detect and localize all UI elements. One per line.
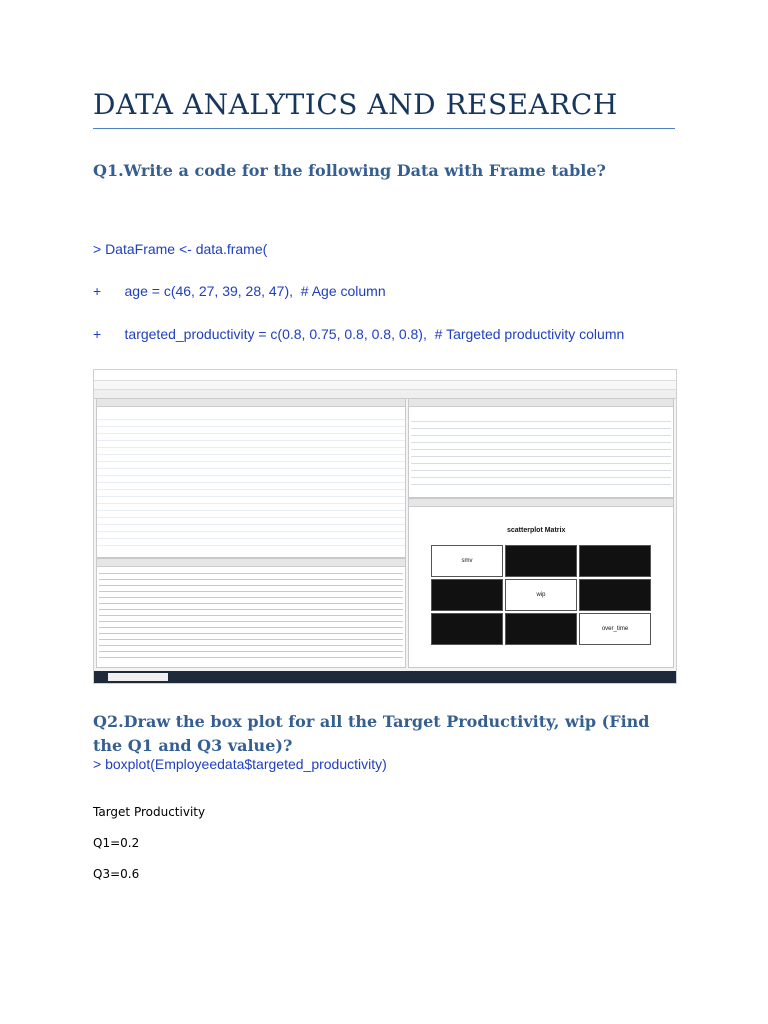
scatter-cell [579, 545, 651, 577]
scatter-cell [431, 613, 503, 645]
diag-label: over_time [579, 613, 651, 645]
plot-title: scatterplot Matrix [507, 527, 566, 534]
taskbar-search [108, 673, 168, 681]
scatter-cell [431, 579, 503, 611]
diag-label: wip [505, 579, 577, 611]
scatter-cell [505, 613, 577, 645]
diag-label: smv [431, 545, 503, 577]
menu-bar [94, 381, 676, 390]
plots-pane [408, 498, 674, 668]
q3-value: Q3=0.6 [93, 867, 140, 881]
target-productivity-label: Target Productivity [93, 805, 206, 819]
title-underline [93, 128, 675, 129]
environment-pane [408, 398, 674, 498]
code-line: + age = c(46, 27, 39, 28, 47), # Age column [93, 283, 386, 300]
environment-list [411, 415, 671, 487]
code-line: + targeted_productivity = c(0.8, 0.75, 0.8, 0.8, 0.8), # Targeted productivity column [93, 326, 625, 343]
code-line: > DataFrame <- data.frame( [93, 240, 268, 257]
q2-code: > boxplot(Employeedata$targeted_productivity) [93, 756, 387, 772]
data-viewer-pane [96, 398, 406, 558]
console-output [99, 569, 403, 663]
q1-heading: Q1.Write a code for the following Data with Frame table? [93, 161, 606, 180]
scatter-cell [505, 545, 577, 577]
window-titlebar [94, 370, 676, 381]
rstudio-screenshot [93, 369, 677, 684]
document-title: DATA ANALYTICS AND RESEARCH [93, 88, 618, 121]
scatter-cell [579, 579, 651, 611]
q1-value: Q1=0.2 [93, 836, 140, 850]
windows-taskbar [94, 671, 676, 683]
console-pane [96, 558, 406, 668]
data-table [97, 413, 405, 551]
q2-heading: Q2.Draw the box plot for all the Target Productivity, wip (Find the Q1 and Q3 value)? [93, 712, 650, 755]
